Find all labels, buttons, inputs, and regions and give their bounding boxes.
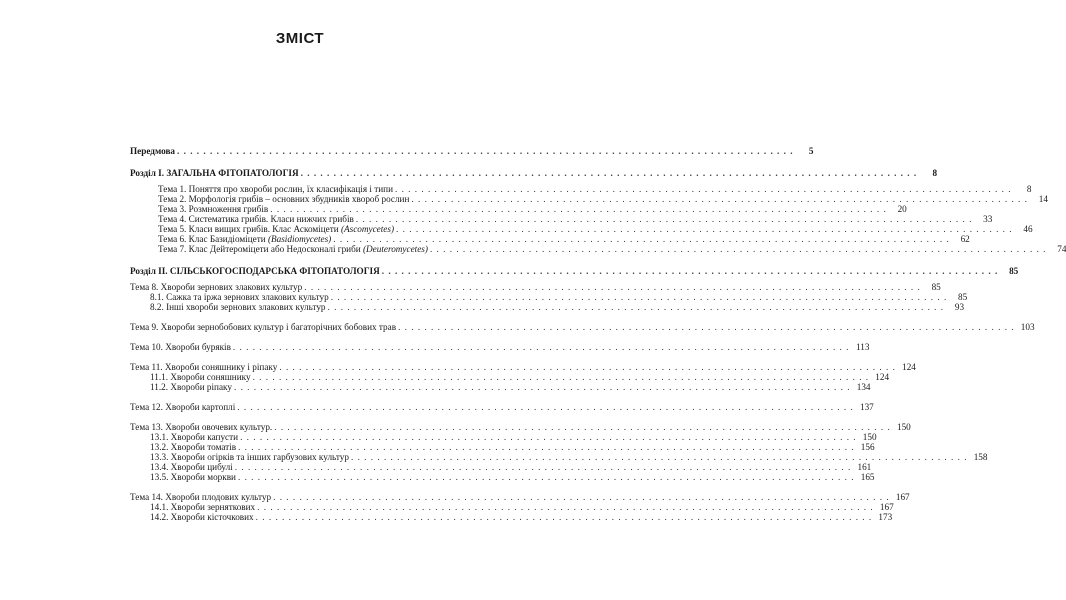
toc-entry-page: 150 xyxy=(862,432,877,442)
toc-entry xyxy=(130,472,875,482)
toc-entry xyxy=(130,184,1032,194)
page-title: ЗМІСТ xyxy=(275,30,325,47)
dot-leader xyxy=(234,382,851,392)
toc-entry-page: 62 xyxy=(960,234,970,244)
toc-entry-page: 85 xyxy=(1009,266,1019,276)
toc-entry xyxy=(130,204,907,214)
toc-entry-text: 11.1. Хвороби соняшнику xyxy=(150,372,251,382)
toc-entry-latin: (Basidiomycetes) xyxy=(267,234,332,244)
toc-entry-page: 161 xyxy=(857,462,872,472)
toc-entry-text: Тема 8. Хвороби зернових злакових культур xyxy=(130,282,303,292)
dot-leader xyxy=(274,422,891,432)
toc-entry-text: Тема 4. Систематика грибів. Класи нижчих грибів xyxy=(158,214,354,224)
toc-entry xyxy=(130,422,911,432)
toc-entry-page: 103 xyxy=(1020,322,1035,332)
toc-entry-latin: (Deuteromycetes) xyxy=(362,244,428,254)
toc-entry-page: 93 xyxy=(954,302,965,312)
toc-entry-text: 8.1. Сажка та іржа зернових злакових культур xyxy=(150,292,329,302)
dot-leader xyxy=(240,432,857,442)
toc-entry xyxy=(130,502,894,512)
dot-leader xyxy=(301,168,918,178)
toc-entry-main: Тема 5. Класи вищих грибів. Клас Аскоміцети xyxy=(158,224,339,234)
toc-entry xyxy=(130,194,1048,204)
toc-entry-text xyxy=(158,244,428,254)
dot-leader xyxy=(273,492,890,502)
toc-entry-page: 156 xyxy=(860,442,875,452)
toc-entry-text: Тема 12. Хвороби картоплі xyxy=(130,402,236,412)
toc-entry-page: 134 xyxy=(856,382,871,392)
dot-leader xyxy=(382,266,999,276)
toc-entry xyxy=(130,292,968,302)
toc-entry-text: 13.2. Хвороби томатів xyxy=(150,442,237,452)
toc-entry xyxy=(130,402,874,412)
toc-entry xyxy=(130,244,1066,254)
dot-leader xyxy=(237,402,854,412)
dot-leader xyxy=(395,184,1012,194)
toc-entry-text: Тема 1. Поняття про хвороби рослин, їх класифікація і типи xyxy=(158,184,393,194)
toc-entry xyxy=(130,282,941,292)
toc-entry-page: 8 xyxy=(932,168,938,178)
toc-entry xyxy=(130,362,916,372)
toc-entry-main: Тема 7. Клас Дейтероміцети або Недосконалі гриби xyxy=(158,244,361,254)
toc-entry-main: Тема 6. Клас Базидіоміцети xyxy=(158,234,266,244)
toc-entry-page: 46 xyxy=(1023,224,1033,234)
toc-entry-text: Тема 9. Хвороби зернобобових культур і багаторічних бобових трав xyxy=(130,322,397,332)
toc-entry-page: 124 xyxy=(875,372,890,382)
toc-entry xyxy=(130,462,872,472)
toc-entry-page: 5 xyxy=(808,146,814,156)
toc-entry-page: 20 xyxy=(897,204,907,214)
toc-entry-page: 85 xyxy=(931,282,941,292)
dot-leader xyxy=(398,322,1015,332)
toc-entry-text: 11.2. Хвороби ріпаку xyxy=(150,382,232,392)
toc-entry-page: 113 xyxy=(855,342,870,352)
toc-entry xyxy=(130,302,965,312)
dot-leader xyxy=(411,194,1028,204)
toc-entry xyxy=(130,224,1033,234)
toc-section-2 xyxy=(130,266,1019,276)
dot-leader xyxy=(351,452,968,462)
toc-entry-page: 8 xyxy=(1026,184,1032,194)
dot-leader xyxy=(177,146,794,156)
toc-entry-page: 167 xyxy=(895,492,910,502)
dot-leader xyxy=(235,462,852,472)
toc-entry-page: 74 xyxy=(1057,244,1066,254)
toc-entry-text: Тема 3. Розмноження грибів xyxy=(158,204,269,214)
toc-entry-page: 158 xyxy=(973,452,988,462)
toc-entry xyxy=(130,442,875,452)
dot-leader xyxy=(238,472,855,482)
dot-leader xyxy=(430,244,1047,254)
toc-entry-page: 167 xyxy=(879,502,894,512)
toc-entry-text: 8.2. Інші хвороби зернових злакових культур xyxy=(150,302,326,312)
toc-entry-text: 13.5. Хвороби моркви xyxy=(150,472,236,482)
toc-entry-page: 124 xyxy=(902,362,916,372)
toc-entry-page: 85 xyxy=(958,292,968,302)
dot-leader xyxy=(238,442,855,452)
dot-leader xyxy=(396,224,1013,234)
toc-entry xyxy=(130,512,893,522)
toc-entry xyxy=(130,342,870,352)
toc-entry-page: 14 xyxy=(1038,194,1048,204)
dot-leader xyxy=(257,502,874,512)
toc-entry-text: Розділ І. ЗАГАЛЬНА ФІТОПАТОЛОГІЯ xyxy=(130,168,299,178)
toc-entry-page: 150 xyxy=(896,422,911,432)
toc-entry-page: 165 xyxy=(860,472,875,482)
toc-entry-text: Тема 14. Хвороби плодових культур xyxy=(130,492,272,502)
toc-entry-latin: (Ascomycetes) xyxy=(340,224,395,234)
dot-leader xyxy=(356,214,973,224)
toc-entry-text: 13.4. Хвороби цибулі xyxy=(150,462,233,472)
toc-section-1 xyxy=(130,168,938,178)
toc-entry-text: Тема 11. Хвороби соняшнику і ріпаку xyxy=(130,362,278,372)
toc-entry-text: 14.1. Хвороби зерняткових xyxy=(150,502,256,512)
toc-entry xyxy=(130,452,988,462)
toc-entry-page: 173 xyxy=(878,512,893,522)
toc-entry xyxy=(130,234,970,244)
toc-entry-page: 137 xyxy=(859,402,874,412)
toc-entry xyxy=(130,432,877,442)
dot-leader xyxy=(333,234,950,244)
dot-leader xyxy=(270,204,887,214)
toc-entry-text: 13.1. Хвороби капусти xyxy=(150,432,239,442)
toc-entry-text xyxy=(158,234,331,244)
dot-leader xyxy=(233,342,850,352)
dot-leader xyxy=(279,362,896,372)
table-of-contents xyxy=(130,146,1066,522)
dot-leader xyxy=(304,282,921,292)
toc-entry xyxy=(130,492,910,502)
dot-leader xyxy=(256,512,873,522)
toc-entry-text: Тема 13. Хвороби овочевих культур. xyxy=(130,422,273,432)
toc-entry-text: Розділ ІІ. СІЛЬСЬКОГОСПОДАРСЬКА ФІТОПАТОЛОГІЯ xyxy=(130,266,380,276)
dot-leader xyxy=(328,302,945,312)
toc-entry xyxy=(130,322,1035,332)
toc-entry-text: Тема 10. Хвороби буряків xyxy=(130,342,231,352)
toc-entry-preface xyxy=(130,146,814,156)
toc-entry-text: Передмова xyxy=(130,146,175,156)
toc-entry xyxy=(130,214,993,224)
toc-entry-text xyxy=(158,224,394,234)
dot-leader xyxy=(331,292,948,302)
toc-entry-text: 13.3. Хвороби огірків та інших гарбузових культур xyxy=(150,452,349,462)
toc-entry-text: 14.2. Хвороби кісточкових xyxy=(150,512,254,522)
toc-entry xyxy=(130,372,890,382)
toc-entry-page: 33 xyxy=(983,214,993,224)
toc-entry xyxy=(130,382,871,392)
dot-leader xyxy=(253,372,870,382)
toc-entry-text: Тема 2. Морфологія грибів – основних збудників хвороб рослин xyxy=(158,194,410,204)
